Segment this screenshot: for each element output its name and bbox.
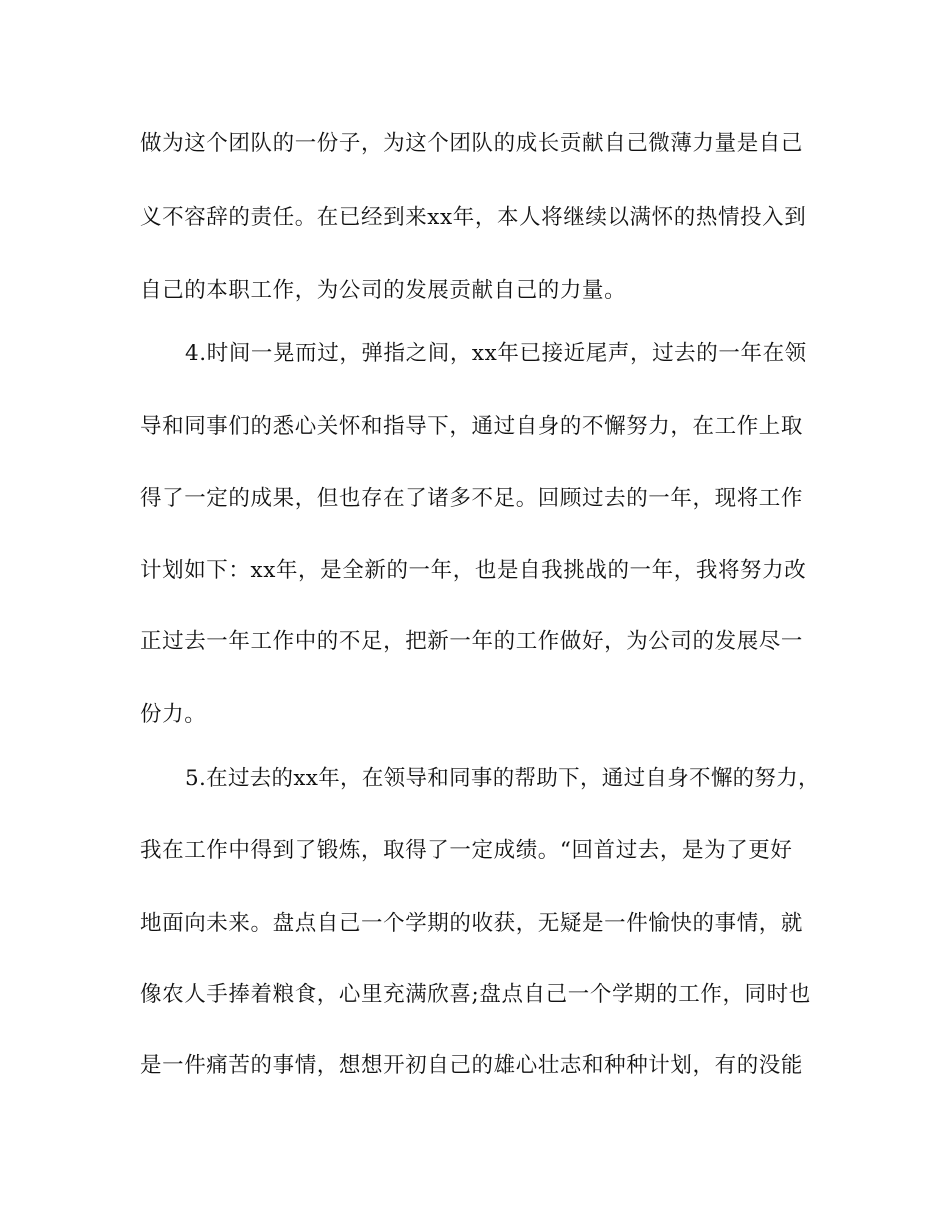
text-line: 导和同事们的悉心关怀和指导下，通过自身的不懈努力，在工作上取 bbox=[140, 414, 804, 439]
text-line: 做为这个团队的一份子，为这个团队的成长贡献自己微薄力量是自己 bbox=[140, 131, 804, 156]
text-line: 地面向未来。盘点自己一个学期的收获，无疑是一件愉快的事情，就 bbox=[140, 911, 804, 936]
text-line: 正过去一年工作中的不足，把新一年的工作做好，为公司的发展尽一 bbox=[140, 629, 804, 654]
text-line: 自己的本职工作，为公司的发展贡献自己的力量。 bbox=[140, 278, 627, 303]
text-line: 像农人手捧着粮食，心里充满欣喜;盘点自己一个学期的工作，同时也 bbox=[140, 982, 811, 1007]
text-line: 份力。 bbox=[140, 702, 207, 727]
paragraph-5-start: 5.在过去的xx年，在领导和同事的帮助下，通过自身不懈的努力， bbox=[185, 766, 820, 791]
text-line: 得了一定的成果，但也存在了诸多不足。回顾过去的一年，现将工作 bbox=[140, 486, 804, 511]
paragraph-4-start: 4.时间一晃而过，弹指之间，xx年已接近尾声，过去的一年在领 bbox=[185, 341, 807, 366]
text-line: 义不容辞的责任。在已经到来xx年，本人将继续以满怀的热情投入到 bbox=[140, 205, 807, 230]
text-line: 是一件痛苦的事情，想想开初自己的雄心壮志和种种计划，有的没能 bbox=[140, 1053, 804, 1078]
text-line: 计划如下：xx年，是全新的一年，也是自我挑战的一年，我将努力改 bbox=[140, 558, 807, 583]
text-line: 我在工作中得到了锻炼，取得了一定成绩。“回首过去，是为了更好 bbox=[140, 838, 793, 863]
